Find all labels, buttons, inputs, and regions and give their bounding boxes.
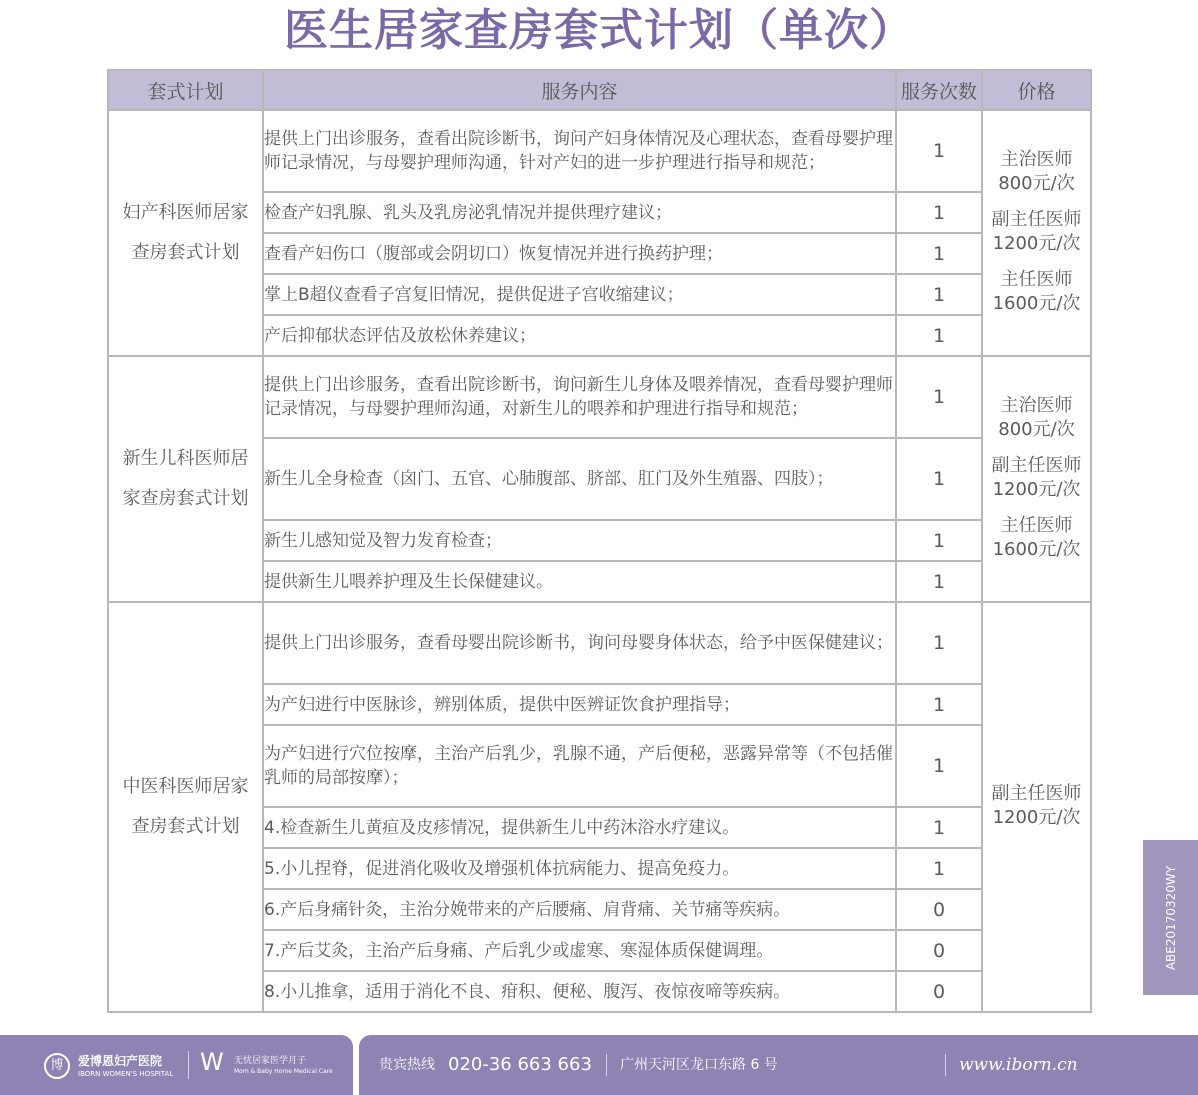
service-content: 提供上门出诊服务，查看母婴出院诊断书，询问母婴身体状态，给予中医保健建议； (263, 602, 896, 684)
service-content: 为产妇进行中医脉诊，辨别体质，提供中医辨证饮食护理指导； (263, 684, 896, 725)
hospital-name-en: IBORN WOMEN'S HOSPITAL (78, 1070, 174, 1078)
price-level: 副主任医师 (991, 783, 1082, 804)
website-link[interactable]: www.iborn.cn (959, 1055, 1078, 1075)
price-item (983, 454, 1090, 502)
category-line: 查房套式计划 (131, 816, 240, 837)
brand-logo-icon: W (200, 1048, 224, 1076)
service-count: 1 (896, 684, 982, 725)
service-count: 1 (896, 233, 982, 274)
price-amount: 1200元/次 (992, 233, 1081, 254)
service-count: 1 (896, 848, 982, 889)
category-tcm (108, 602, 263, 1012)
hotline-label: 贵宾热线 (379, 1057, 435, 1073)
price-amount: 800元/次 (998, 419, 1075, 440)
footer-logos (0, 1035, 353, 1095)
price-level: 主治医师 (1000, 395, 1073, 416)
price-amount: 1600元/次 (992, 293, 1081, 314)
price-amount: 1200元/次 (992, 807, 1081, 828)
service-count: 1 (896, 438, 982, 520)
price-level: 副主任医师 (991, 209, 1082, 230)
price-level: 主任医师 (1000, 515, 1073, 536)
hospital-logo-icon: 博 (44, 1053, 70, 1079)
price-item (983, 268, 1090, 316)
service-content: 查看产妇伤口（腹部或会阴切口）恢复情况并进行换药护理； (263, 233, 896, 274)
price-item (983, 148, 1090, 196)
price-obstetrics (982, 110, 1091, 356)
price-level: 主任医师 (1000, 269, 1073, 290)
header-price: 价格 (982, 70, 1091, 110)
service-content: 掌上B超仪查看子宫复旧情况，提供促进子宫收缩建议； (263, 274, 896, 315)
service-content: 5.小儿捏脊，促进消化吸收及增强机体抗病能力、提高免疫力。 (263, 848, 896, 889)
price-amount: 1600元/次 (992, 539, 1081, 560)
service-count: 1 (896, 520, 982, 561)
service-content: 新生儿全身检查（囟门、五官、心肺腹部、脐部、肛门及外生殖器、四肢）； (263, 438, 896, 520)
service-content: 4.检查新生儿黄疸及皮疹情况，提供新生儿中药沐浴水疗建议。 (263, 807, 896, 848)
header-plan: 套式计划 (108, 70, 263, 110)
side-code-tab (1143, 840, 1198, 995)
service-count: 1 (896, 315, 982, 356)
table-row (108, 602, 1091, 684)
price-amount: 1200元/次 (992, 479, 1081, 500)
service-content: 新生儿感知觉及智力发育检查； (263, 520, 896, 561)
price-neonatal (982, 356, 1091, 602)
service-content: 提供上门出诊服务，查看出院诊断书，询问产妇身体情况及心理状态，查看母婴护理师记录情况，与母婴护理师沟通，针对产妇的进一步护理进行指导和规范； (263, 110, 896, 192)
service-count: 1 (896, 356, 982, 438)
table-row (108, 356, 1091, 438)
table-header-row (108, 70, 1091, 110)
plan-table (107, 69, 1092, 1013)
service-count: 1 (896, 110, 982, 192)
brand-name-en: Mom & Baby Home Medical Care (234, 1068, 333, 1075)
price-level: 主治医师 (1000, 149, 1073, 170)
category-neonatal (108, 356, 263, 602)
address: 广州天河区龙口东路 6 号 (620, 1057, 778, 1073)
price-item (983, 782, 1090, 830)
price-item (983, 394, 1090, 442)
category-line: 妇产科医师居家 (122, 202, 249, 223)
page-title: 医生居家查房套式计划（单次） (284, 5, 914, 56)
category-obstetrics (108, 110, 263, 356)
service-count: 1 (896, 274, 982, 315)
header-count: 服务次数 (896, 70, 982, 110)
service-content: 提供新生儿喂养护理及生长保健建议。 (263, 561, 896, 602)
hospital-name: 爱博恩妇产医院 (78, 1054, 163, 1068)
price-item (983, 208, 1090, 256)
service-content: 6.产后身痛针灸，主治分娩带来的产后腰痛、肩背痛、关节痛等疾病。 (263, 889, 896, 930)
service-count: 1 (896, 602, 982, 684)
category-line: 中医科医师居家 (122, 776, 249, 797)
header-content: 服务内容 (263, 70, 896, 110)
footer-contact (359, 1035, 1198, 1095)
hotline-number: 020-36 663 663 (448, 1054, 592, 1075)
side-code-text: ABE20170320WY (1163, 865, 1178, 970)
service-content: 检查产妇乳腺、乳头及乳房泌乳情况并提供理疗建议； (263, 192, 896, 233)
service-count: 1 (896, 561, 982, 602)
footer-divider (606, 1054, 607, 1076)
service-count: 0 (896, 971, 982, 1012)
table-row (108, 110, 1091, 192)
service-content: 提供上门出诊服务，查看出院诊断书，询问新生儿身体及喂养情况，查看母婴护理师记录情况，与母婴护理师沟通，对新生儿的喂养和护理进行指导和规范； (263, 356, 896, 438)
service-count: 1 (896, 192, 982, 233)
service-count: 1 (896, 807, 982, 848)
service-content: 7.产后艾灸，主治产后身痛、产后乳少或虚寒、寒湿体质保健调理。 (263, 930, 896, 971)
service-count: 1 (896, 725, 982, 807)
price-item (983, 514, 1090, 562)
price-amount: 800元/次 (998, 173, 1075, 194)
service-content: 8.小儿推拿，适用于消化不良、疳积、便秘、腹泻、夜惊夜啼等疾病。 (263, 971, 896, 1012)
category-line: 查房套式计划 (131, 242, 240, 263)
logo-divider (188, 1051, 189, 1079)
brand-name: 无忧居家医学月子 (234, 1056, 307, 1066)
service-content: 产后抑郁状态评估及放松休养建议； (263, 315, 896, 356)
category-line: 家查房套式计划 (122, 488, 249, 509)
price-level: 副主任医师 (991, 455, 1082, 476)
service-count: 0 (896, 930, 982, 971)
service-count: 0 (896, 889, 982, 930)
price-tcm (982, 602, 1091, 1012)
category-line: 新生儿科医师居 (122, 448, 249, 469)
footer-divider (945, 1054, 946, 1076)
service-content: 为产妇进行穴位按摩，主治产后乳少，乳腺不通，产后便秘，恶露异常等（不包括催乳师的局部按摩）； (263, 725, 896, 807)
